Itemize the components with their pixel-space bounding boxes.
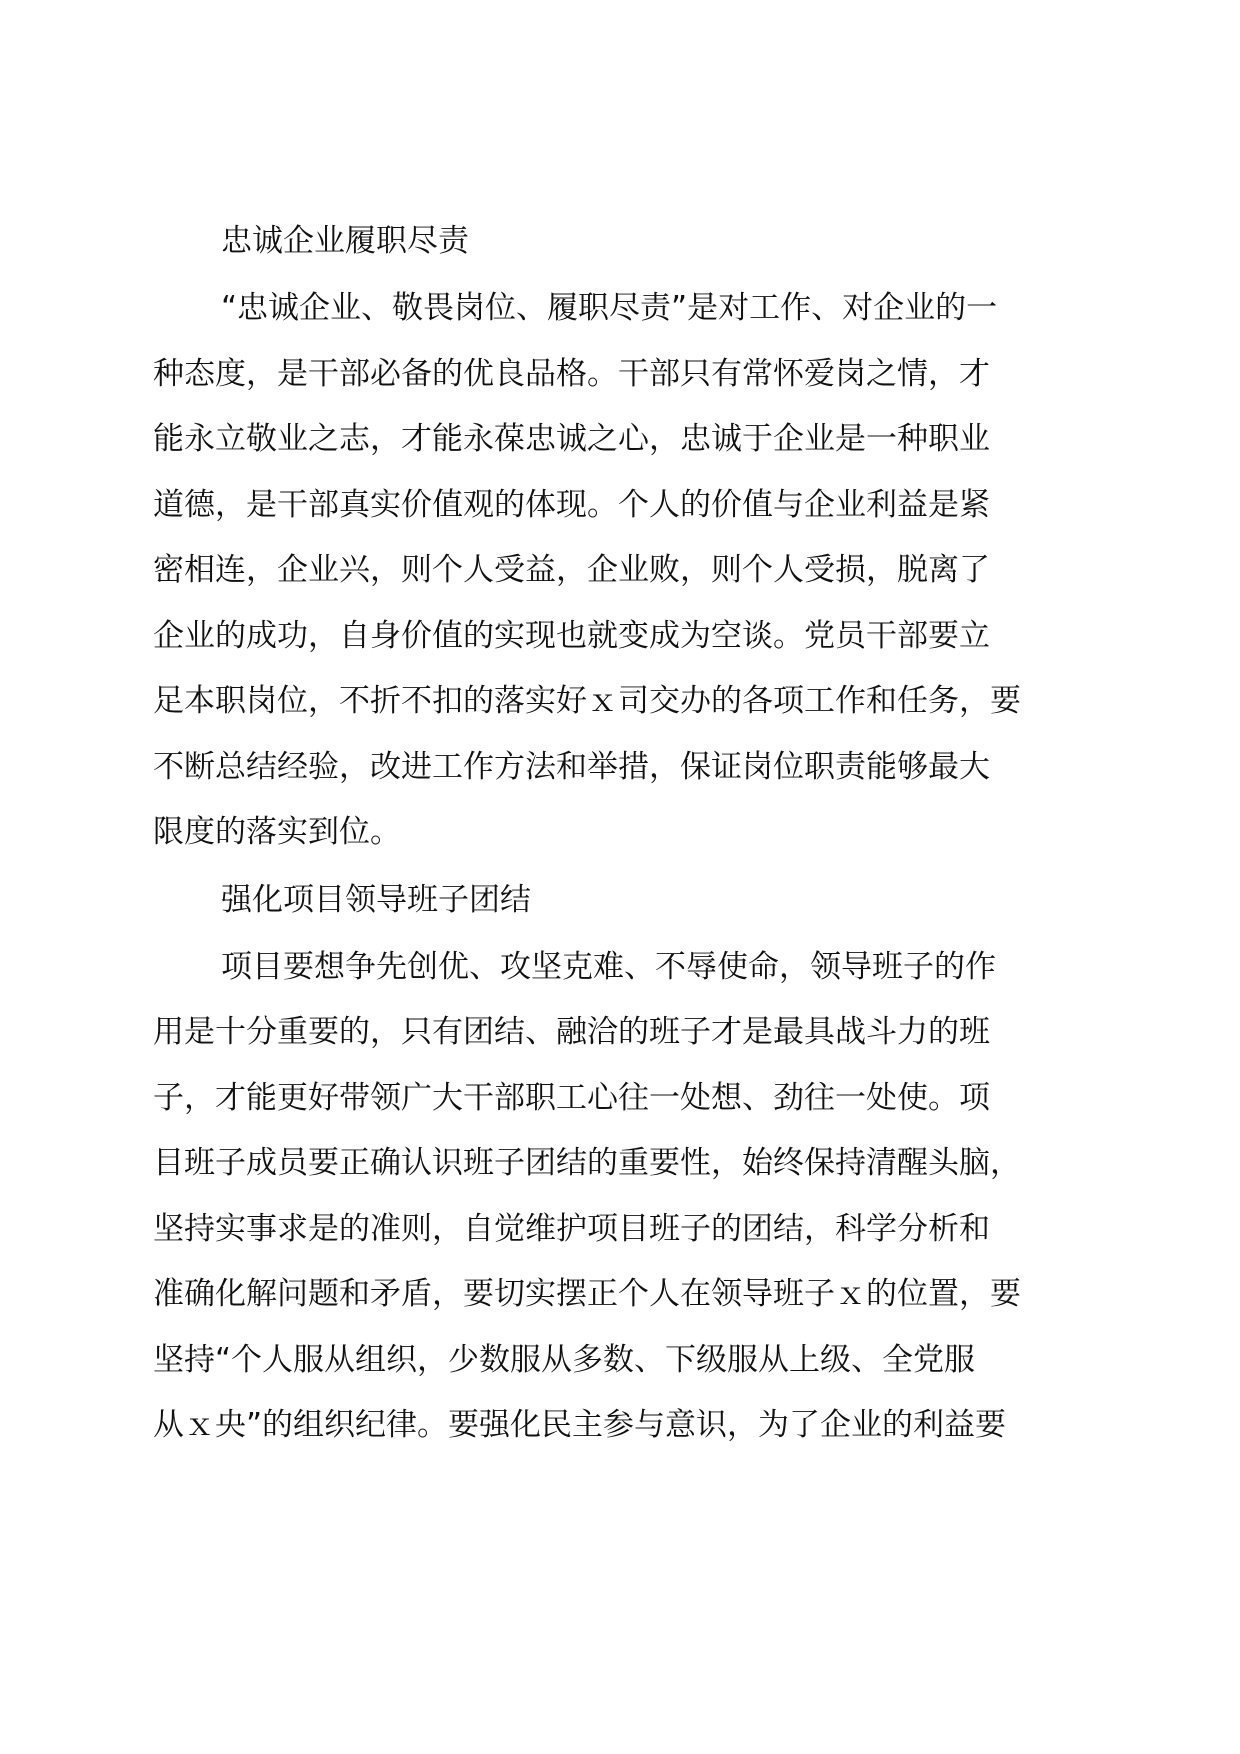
section-heading-team-unity: 强化项目领导班子团结 bbox=[221, 881, 531, 918]
section-heading-loyalty: 忠诚企业履职尽责 bbox=[221, 223, 469, 259]
paragraph-line: 不断总结经验，改进工作方法和举措，保证岗位职责能够最大 bbox=[153, 748, 990, 785]
paragraph-line: 项目要想争先创优、攻坚克难、不辱使命，领导班子的作 bbox=[221, 948, 996, 985]
document-body bbox=[153, 208, 1097, 1459]
paragraph-line: 道德，是干部真实价值观的体现。个人的价值与企业利益是紧 bbox=[153, 486, 990, 523]
section-paragraph-loyalty bbox=[153, 276, 1097, 866]
paragraph-line: 能永立敬业之志，才能永葆忠诚之心，忠诚于企业是一种职业 bbox=[153, 421, 990, 457]
paragraph-line: 准确化解问题和矛盾，要切实摆正个人在领导班子ｘ的位置，要 bbox=[153, 1276, 1021, 1312]
section-paragraph-team-unity bbox=[153, 935, 1097, 1459]
paragraph-line: 子，才能更好带领广大干部职工心往一处想、劲往一处使。项 bbox=[153, 1079, 990, 1116]
paragraph-line: 企业的成功，自身价值的实现也就变成为空谈。党员干部要立 bbox=[153, 617, 990, 654]
paragraph-line: 种态度，是干部必备的优良品格。干部只有常怀爱岗之情，才 bbox=[153, 355, 990, 392]
paragraph-line: 目班子成员要正确认识班子团结的重要性，始终保持清醒头脑， bbox=[153, 1145, 1021, 1181]
paragraph-line: 坚持“个人服从组织，少数服从多数、下级服从上级、全党服 bbox=[153, 1341, 976, 1378]
paragraph-line: 限度的落实到位。 bbox=[153, 814, 401, 850]
paragraph-line: 从ｘ央”的组织纪律。要强化民主参与意识，为了企业的利益要 bbox=[153, 1407, 1007, 1443]
paragraph-line: 坚持实事求是的准则，自觉维护项目班子的团结，科学分析和 bbox=[153, 1210, 990, 1247]
paragraph-line: “忠诚企业、敬畏岗位、履职尽责”是对工作、对企业的一 bbox=[221, 290, 998, 326]
paragraph-line: 用是十分重要的，只有团结、融洽的班子才是最具战斗力的班 bbox=[153, 1014, 990, 1050]
paragraph-line: 足本职岗位，不折不扣的落实好ｘ司交办的各项工作和任务，要 bbox=[153, 683, 1021, 719]
paragraph-line: 密相连，企业兴，则个人受益，企业败，则个人受损，脱离了 bbox=[153, 552, 990, 588]
